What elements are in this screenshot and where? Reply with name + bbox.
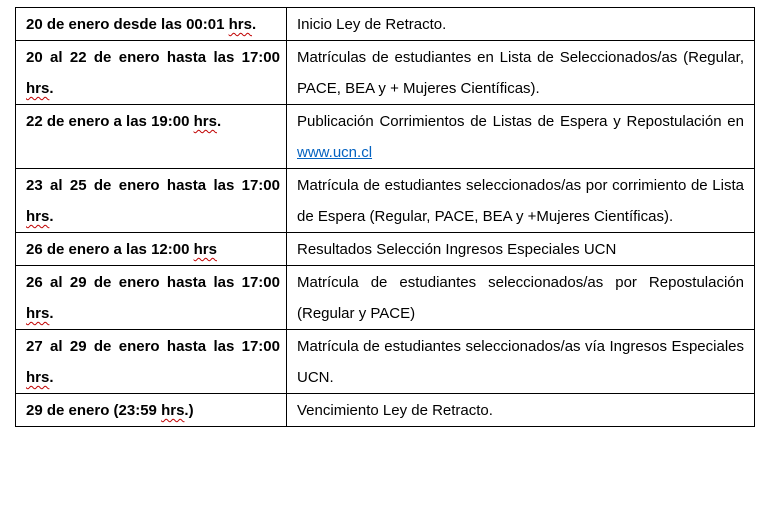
spellcheck-flagged-word: hrs — [26, 369, 50, 386]
spellcheck-flagged-word: hrs — [228, 16, 252, 33]
description-cell: Matrícula de estudiantes seleccionados/as vía Ingresos Especiales UCN. — [287, 330, 755, 394]
spellcheck-flagged-word: hrs — [26, 208, 50, 225]
table-row — [16, 169, 755, 233]
table-row — [16, 266, 755, 330]
table-row — [16, 8, 755, 41]
date-text-suffix: . — [49, 305, 54, 322]
date-text: 29 de enero (23:59 — [26, 402, 162, 419]
description-cell — [287, 105, 755, 169]
date-text: 26 al 29 de enero hasta las 17:00 — [26, 274, 280, 291]
table-row — [16, 330, 755, 394]
date-text-suffix: . — [49, 208, 54, 225]
date-text-suffix: . — [49, 80, 54, 97]
date-cell — [16, 266, 287, 330]
date-text: 20 al 22 de enero hasta las 17:00 — [26, 49, 280, 66]
date-cell — [16, 394, 287, 427]
spellcheck-flagged-word: hrs — [161, 402, 185, 419]
description-cell: Inicio Ley de Retracto. — [287, 8, 755, 41]
date-cell — [16, 330, 287, 394]
date-text: 27 al 29 de enero hasta las 17:00 — [26, 338, 280, 355]
spellcheck-flagged-word: hrs — [26, 305, 50, 322]
date-cell — [16, 233, 287, 266]
description-cell: Resultados Selección Ingresos Especiales UCN — [287, 233, 755, 266]
description-cell: Matrícula de estudiantes seleccionados/as por corrimiento de Lista de Espera (Regular, PACE, BEA y +Mujeres Científicas). — [287, 169, 755, 233]
table-row — [16, 41, 755, 105]
date-cell — [16, 105, 287, 169]
date-text-suffix: . — [216, 113, 222, 130]
date-cell — [16, 8, 287, 41]
description-cell: Matrículas de estudiantes en Lista de Seleccionados/as (Regular, PACE, BEA y + Mujeres Científicas). — [287, 41, 755, 105]
date-text-suffix: .) — [184, 402, 194, 419]
date-text: 22 de enero a las 19:00 — [26, 113, 194, 130]
date-cell — [16, 41, 287, 105]
date-text: 23 al 25 de enero hasta las 17:00 — [26, 177, 280, 194]
description-cell: Vencimiento Ley de Retracto. — [287, 394, 755, 427]
spellcheck-flagged-word: hrs — [193, 113, 217, 130]
date-text: 26 de enero a las 12:00 — [26, 241, 194, 258]
date-cell — [16, 169, 287, 233]
date-text-suffix: . — [251, 16, 257, 33]
spellcheck-flagged-word: hrs — [26, 80, 50, 97]
spellcheck-flagged-word: hrs — [193, 241, 217, 258]
schedule-table — [15, 7, 755, 427]
ucn-website-link[interactable]: www.ucn.cl — [297, 144, 373, 161]
description-cell: Matrícula de estudiantes seleccionados/as por Repostulación (Regular y PACE) — [287, 266, 755, 330]
date-text-suffix: . — [49, 369, 54, 386]
description-text: Publicación Corrimientos de Listas de Espera y Repostulación en — [297, 113, 744, 130]
table-row — [16, 233, 755, 266]
table-row — [16, 105, 755, 169]
date-text: 20 de enero desde las 00:01 — [26, 16, 229, 33]
table-row — [16, 394, 755, 427]
